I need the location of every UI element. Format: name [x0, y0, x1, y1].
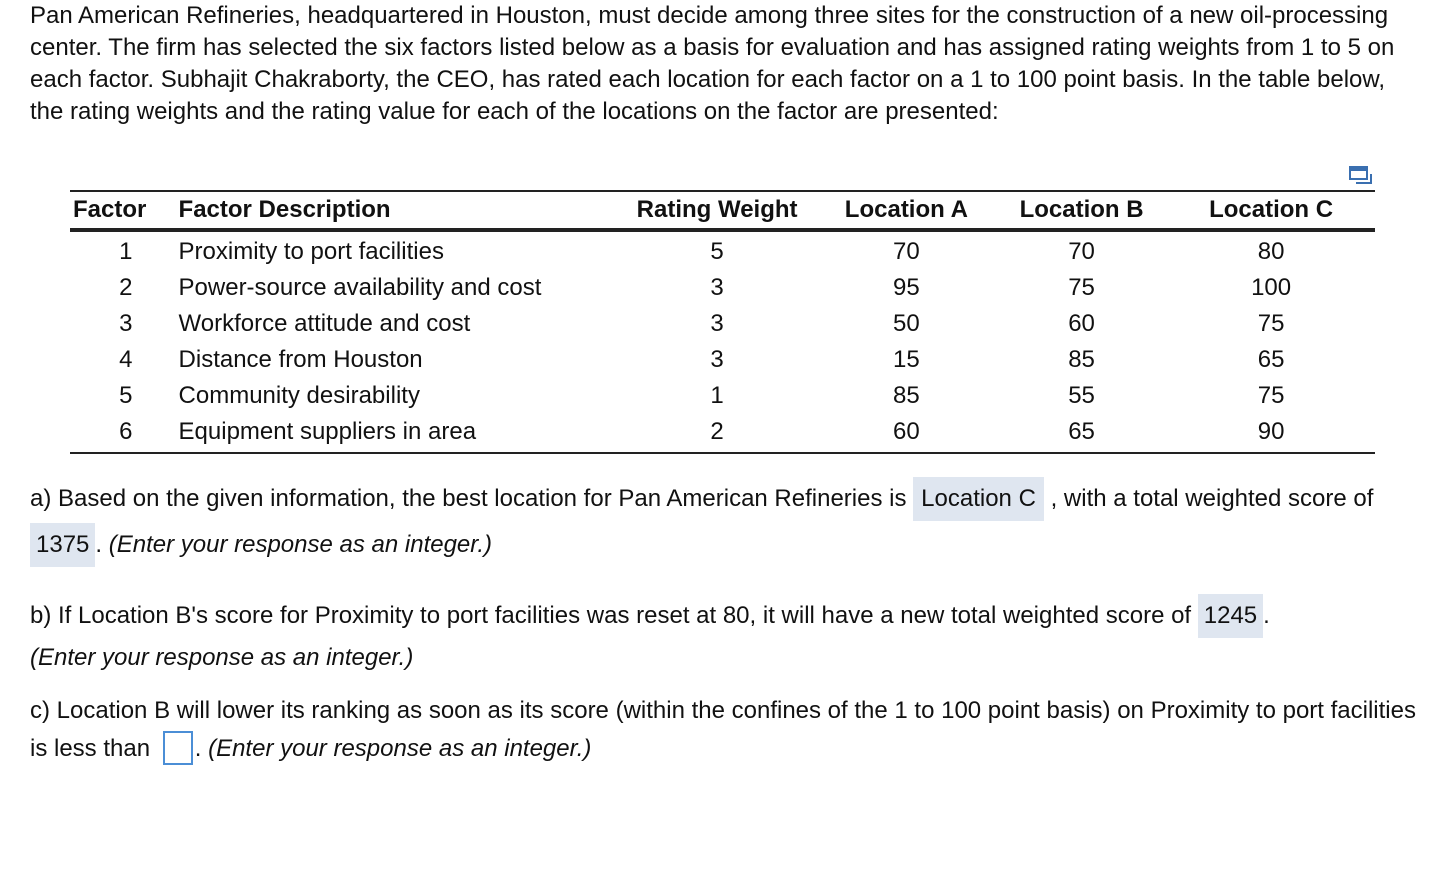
location-a-score: 95	[893, 274, 920, 301]
factor-description: Community desirability	[178, 382, 420, 409]
question-b	[30, 594, 1425, 678]
location-b-score: 70	[1068, 238, 1095, 265]
answer-total-weighted-score[interactable]: 1375	[30, 523, 95, 567]
answer-best-location[interactable]: Location C	[913, 477, 1044, 521]
table-row	[70, 270, 1375, 306]
question-a-text-2: , with a total weighted score of	[1043, 485, 1374, 512]
question-a-text: a) Based on the given information, the best location for Pan American Refineries is	[30, 485, 914, 512]
rating-weight: 2	[617, 414, 816, 453]
answer-new-total-score[interactable]: 1245	[1198, 594, 1263, 638]
table-row	[70, 342, 1375, 378]
table-row	[70, 414, 1375, 453]
header-factor-description: Factor Description	[177, 191, 618, 230]
table-row	[70, 306, 1375, 342]
location-c-score: 100	[1251, 274, 1292, 301]
rating-weight: 5	[710, 238, 724, 265]
location-b-score: 55	[1068, 382, 1095, 409]
question-b-text: b) If Location B's score for Proximity to port facilities was reset at 80, it will have a new total weighted score of	[30, 602, 1198, 629]
location-a-score: 15	[893, 346, 920, 373]
question-c	[30, 692, 1425, 768]
location-b-score: 65	[996, 414, 1167, 453]
location-a-score: 60	[817, 414, 996, 453]
location-a-score: 70	[893, 238, 920, 265]
location-c-score: 80	[1257, 238, 1285, 265]
question-c-text-2: .	[194, 735, 209, 762]
question-c-hint: (Enter your response as an integer.)	[208, 735, 592, 762]
factor-number: 5	[119, 382, 133, 409]
factor-description: Distance from Houston	[178, 346, 423, 373]
location-a-score: 50	[893, 310, 920, 337]
factor-number: 3	[119, 310, 133, 337]
factor-number: 4	[119, 346, 133, 373]
header-location-c: Location C	[1167, 191, 1375, 230]
header-rating-weight: Rating Weight	[617, 191, 816, 230]
question-c-text: c) Location B will lower its ranking as soon as its score (within the confines of the 1 to 100 point basis) on Proximity to port facilities is less than	[30, 697, 1416, 762]
problem-intro: Pan American Refineries, headquartered in Houston, must decide among three sites for the construction of a new oil-processing center. The firm has selected the six factors listed below as a basis for evaluation and has assigned rating weights from 1 to 5 on each factor. Subhajit Chakraborty, the CEO, has rated each location for each factor on a 1 to 100 point basis. In the table below, the rating weights and the rating value for each of the locations on the factor are presented:	[30, 2, 1395, 125]
location-c-score: 75	[1257, 310, 1285, 337]
factor-description: Equipment suppliers in area	[177, 414, 618, 453]
factor-description: Workforce attitude and cost	[178, 310, 471, 337]
answer-threshold-input[interactable]	[163, 731, 193, 765]
factor-number: 2	[119, 274, 133, 301]
location-b-score: 85	[1068, 346, 1095, 373]
header-location-a: Location A	[817, 191, 996, 230]
header-factor: Factor	[70, 191, 177, 230]
factor-number: 6	[70, 414, 177, 453]
question-b-text-2: .	[1263, 602, 1270, 629]
rating-weight: 1	[710, 382, 724, 409]
location-b-score: 60	[1068, 310, 1095, 337]
popout-icon[interactable]	[1349, 164, 1373, 186]
location-b-score: 75	[1068, 274, 1095, 301]
table-header-row	[70, 191, 1375, 230]
location-c-score: 90	[1167, 414, 1375, 453]
factor-number: 1	[119, 238, 133, 265]
location-a-score: 85	[893, 382, 920, 409]
question-a-hint: (Enter your response as an integer.)	[108, 531, 493, 558]
header-location-b: Location B	[996, 191, 1167, 230]
question-a-text-3: .	[95, 531, 109, 558]
factor-rating-table	[70, 190, 1375, 454]
table-row	[70, 230, 1375, 270]
factor-description: Proximity to port facilities	[178, 238, 444, 265]
table-row	[70, 378, 1375, 414]
location-c-score: 75	[1257, 382, 1285, 409]
rating-weight: 3	[710, 346, 724, 373]
factor-description: Power-source availability and cost	[178, 274, 542, 301]
rating-weight: 3	[710, 310, 724, 337]
location-c-score: 65	[1257, 346, 1285, 373]
question-b-hint: (Enter your response as an integer.)	[30, 644, 414, 671]
question-a	[30, 476, 1425, 568]
rating-weight: 3	[710, 274, 724, 301]
